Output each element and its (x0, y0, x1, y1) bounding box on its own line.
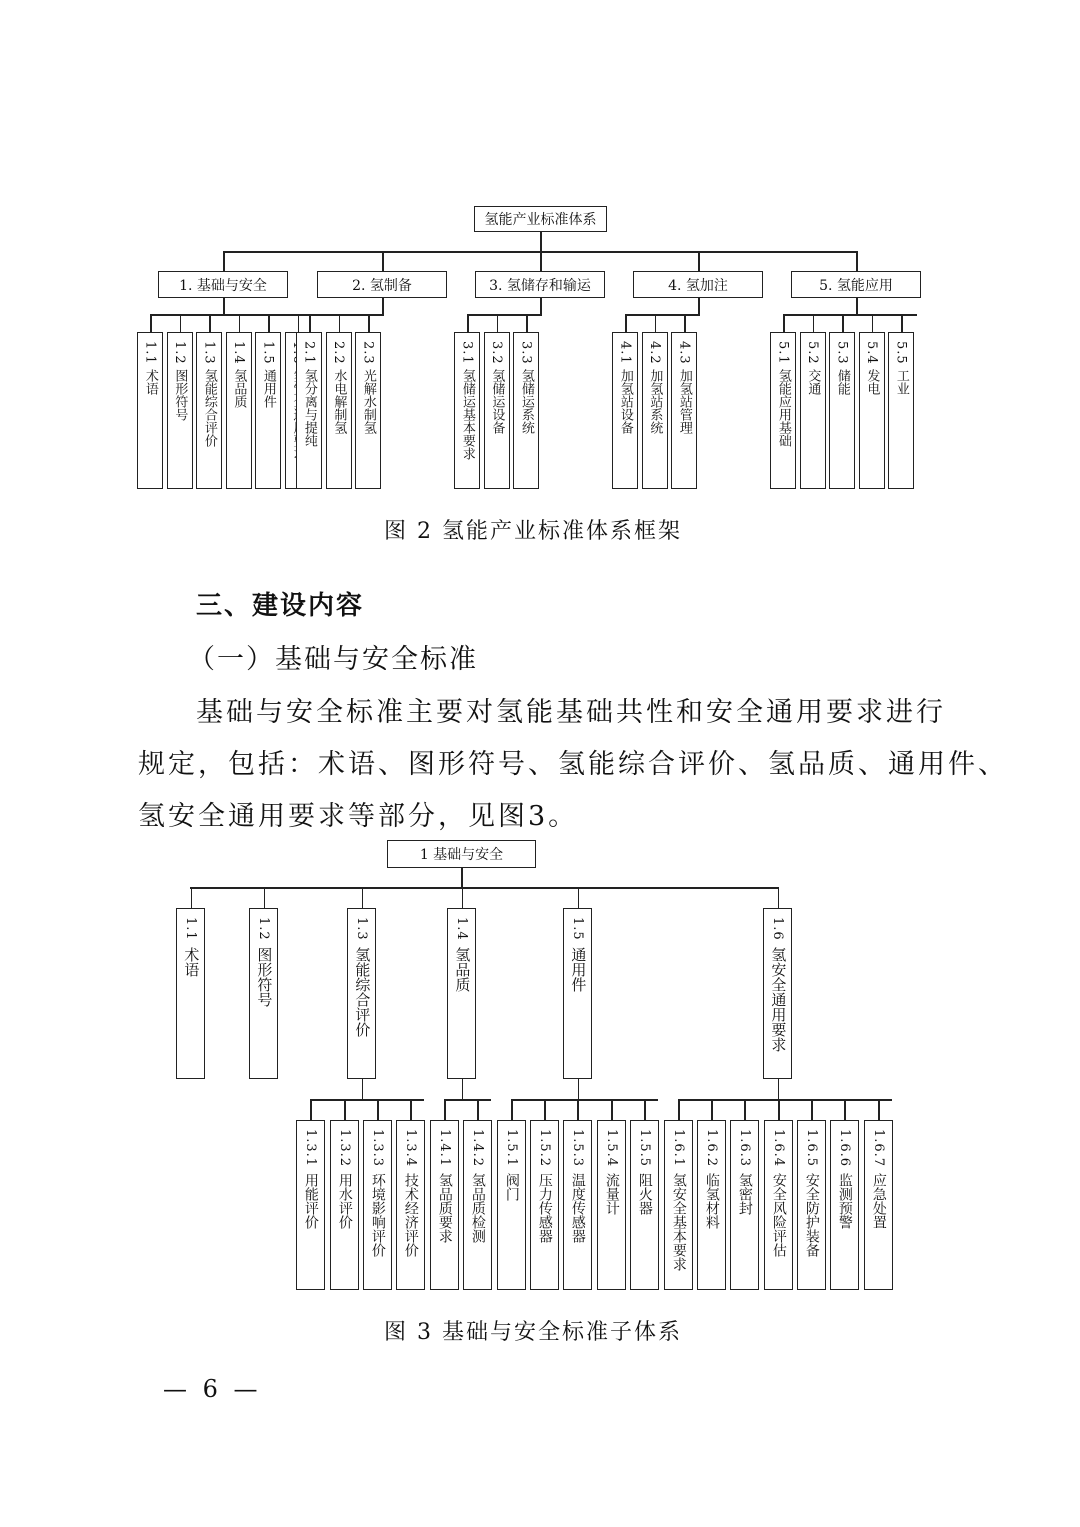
fig3-level2-1-4-2 (463, 1120, 492, 1290)
fig3-level2-drop (678, 1099, 680, 1120)
fig3-level1-1-4 (447, 908, 476, 1079)
fig3-level2-stem (362, 1079, 364, 1099)
fig2-item-1-1-label: 术语 (142, 369, 158, 395)
fig2-item-2-1 (296, 332, 322, 489)
fig3-level1-1-5-number: 1.5 (570, 917, 585, 941)
fig3-level2-1-5-4 (597, 1120, 626, 1290)
item-drop-line (309, 314, 311, 332)
fig2-item-3-2-label: 氢储运设备 (489, 369, 505, 434)
group-box-2: 2. 氢制备 (317, 271, 447, 298)
fig3-level2-drop (878, 1099, 880, 1120)
fig2-item-2-1-label: 氢分离与提纯 (301, 369, 317, 447)
fig2-item-2-3-number: 2.3 (360, 341, 376, 365)
item-drop-line (783, 314, 785, 332)
fig3-level2-1-6-5 (797, 1120, 826, 1290)
fig3-level2-drop (444, 1099, 446, 1120)
item-bus-line (625, 314, 700, 316)
fig2-item-5-1-label: 氢能应用基础 (775, 369, 791, 447)
fig3-level2-1-3-2-label: 用水评价 (336, 1173, 353, 1229)
fig3-level2-1-3-1-number: 1.3.1 (303, 1129, 318, 1168)
fig3-level1-1-2 (249, 908, 278, 1079)
fig3-level2-1-4-1-label: 氢品质要求 (436, 1173, 453, 1243)
fig2-item-5-2-number: 5.2 (805, 341, 820, 365)
fig2-item-4-3-number: 4.3 (676, 341, 692, 365)
fig2-item-4-2 (642, 332, 668, 489)
fig3-level2-drop (811, 1099, 813, 1120)
item-bus-line (467, 314, 542, 316)
fig3-level2-1-6-6-label: 监测预警 (836, 1173, 853, 1229)
group-stem-line (382, 298, 384, 314)
fig2-item-5-4-label: 发电 (864, 369, 880, 395)
fig3-level2-1-3-4-label: 技术经济评价 (402, 1173, 419, 1257)
fig2-item-4-1-number: 4.1 (617, 341, 633, 365)
fig3-level1-drop (578, 887, 580, 908)
item-drop-line (655, 314, 657, 332)
fig2-item-1-5-number: 1.5 (260, 341, 276, 365)
item-drop-line (239, 314, 241, 332)
fig2-item-1-5 (255, 332, 281, 489)
fig3-level2-1-5-4-label: 流量计 (603, 1173, 620, 1215)
fig3-level2-1-5-3 (563, 1120, 592, 1290)
fig3-level2-1-4-2-label: 氢品质检测 (469, 1173, 486, 1243)
fig3-level1-1-5-label: 通用件 (569, 947, 588, 992)
root-box: 氢能产业标准体系 (474, 206, 607, 232)
fig2-item-1-5-label: 通用件 (260, 369, 276, 408)
item-drop-line (467, 314, 469, 332)
fig2-item-5-5 (888, 332, 914, 489)
group-drop-line (698, 251, 700, 271)
fig2-item-1-2 (167, 332, 193, 489)
group-drop-line (223, 251, 225, 271)
fig3-level2-drop (577, 1099, 579, 1120)
fig3-level2-drop (611, 1099, 613, 1120)
fig2-item-1-3-number: 1.3 (201, 341, 217, 365)
fig2-item-5-3-label: 储能 (834, 369, 850, 395)
fig3-level2-1-6-4 (764, 1120, 793, 1290)
figure-2-caption: 图 2 氢能产业标准体系框架 (384, 519, 682, 544)
fig2-item-3-3-number: 3.3 (518, 341, 534, 365)
fig2-item-1-1 (137, 332, 163, 489)
fig3-level2-1-6-4-number: 1.6.4 (771, 1129, 786, 1168)
fig3-level2-stem (578, 1079, 580, 1099)
fig2-item-2-2 (326, 332, 352, 489)
group-drop-line (856, 251, 858, 271)
fig2-item-2-2-number: 2.2 (331, 341, 346, 365)
fig3-level2-drop (410, 1099, 412, 1120)
fig3-level2-1-5-5-label: 阻火器 (636, 1173, 653, 1215)
fig2-item-5-1 (770, 332, 796, 489)
fig2-item-3-1-label: 氢储运基本要求 (459, 369, 475, 460)
fig3-level2-1-5-2 (530, 1120, 559, 1290)
item-drop-line (298, 314, 300, 332)
fig3-level2-1-6-2 (697, 1120, 726, 1290)
fig3-level2-1-5-2-label: 压力传感器 (536, 1173, 553, 1243)
fig3-level2-1-6-7-number: 1.6.7 (871, 1129, 886, 1168)
fig3-level2-1-6-5-label: 安全防护装备 (803, 1173, 820, 1257)
item-drop-line (497, 314, 499, 332)
fig3-level2-1-6-6 (830, 1120, 859, 1290)
fig3-level2-1-5-4-number: 1.5.4 (604, 1129, 619, 1168)
fig3-level2-1-5-5 (630, 1120, 659, 1290)
fig2-item-2-3-label: 光解水制氢 (360, 369, 376, 434)
fig3-level2-1-5-3-label: 温度传感器 (569, 1173, 586, 1243)
fig2-item-5-1-number: 5.1 (775, 341, 791, 365)
fig3-level2-drop (644, 1099, 646, 1120)
fig3-level1-1-5 (563, 908, 592, 1079)
fig3-level2-1-4-2-number: 1.4.2 (470, 1129, 485, 1168)
fig2-item-1-4-number: 1.4 (231, 341, 246, 365)
fig2-item-4-3-label: 加氢站管理 (676, 369, 692, 434)
fig3-level2-1-3-2-number: 1.3.2 (337, 1129, 352, 1168)
fig3-level2-1-5-3-number: 1.5.3 (570, 1129, 585, 1168)
fig2-item-5-2-label: 交通 (805, 369, 821, 395)
fig3-level1-1-6-number: 1.6 (770, 917, 785, 941)
fig3-level2-1-6-2-label: 临氢材料 (703, 1173, 720, 1229)
page-number: — 6 — (163, 1375, 262, 1403)
paragraph-line-3: 氢安全通用要求等部分，见图3。 (138, 801, 579, 832)
item-bus-line (783, 314, 917, 316)
fig3-level2-bus (511, 1099, 658, 1101)
item-drop-line (901, 314, 903, 332)
fig3-level2-1-3-3 (363, 1120, 392, 1290)
item-drop-line (368, 314, 370, 332)
fig3-level1-1-3-label: 氢能综合评价 (353, 947, 372, 1037)
item-bus-line (309, 314, 384, 316)
item-bus-line (150, 314, 314, 316)
group-drop-line (382, 251, 384, 271)
fig2-item-4-2-number: 4.2 (647, 341, 662, 365)
fig2-item-1-2-number: 1.2 (172, 341, 187, 365)
fig3-level2-drop (310, 1099, 312, 1120)
fig2-item-1-4-label: 氢品质 (231, 369, 247, 408)
fig3-level2-drop (477, 1099, 479, 1120)
fig2-item-5-4-number: 5.4 (864, 341, 879, 365)
fig3-level1-1-4-number: 1.4 (454, 917, 469, 941)
fig2-item-5-5-label: 工业 (893, 369, 909, 395)
fig3-level1-drop (191, 887, 193, 908)
fig3-level1-bus (190, 887, 778, 889)
group-box-1: 1. 基础与安全 (158, 271, 288, 298)
fig3-level2-1-3-3-number: 1.3.3 (370, 1129, 385, 1168)
fig2-item-1-3-label: 氢能综合评价 (201, 369, 217, 447)
fig2-item-3-2 (484, 332, 510, 489)
fig3-level2-1-6-3 (730, 1120, 759, 1290)
fig2-item-4-3 (671, 332, 697, 489)
fig2-item-2-3 (355, 332, 381, 489)
group-box-4: 4. 氢加注 (633, 271, 763, 298)
fig2-item-4-2-label: 加氢站系统 (647, 369, 663, 434)
fig3-level2-bus (310, 1099, 424, 1101)
fig3-root-connector (461, 868, 463, 888)
fig2-item-1-3 (196, 332, 222, 489)
group-stem-line (856, 298, 858, 314)
fig3-level2-drop (377, 1099, 379, 1120)
item-drop-line (625, 314, 627, 332)
figure-3-caption: 图 3 基础与安全标准子体系 (384, 1320, 682, 1345)
fig3-level2-drop (711, 1099, 713, 1120)
fig3-level1-1-3 (347, 908, 376, 1079)
item-drop-line (813, 314, 815, 332)
fig3-level2-drop (344, 1099, 346, 1120)
section-heading: 三、建设内容 (196, 591, 365, 621)
fig3-level2-1-6-6-number: 1.6.6 (837, 1129, 852, 1168)
paragraph-line-1: 基础与安全标准主要对氢能基础共性和安全通用要求进行 (196, 697, 946, 728)
fig3-level2-1-3-4 (396, 1120, 425, 1290)
fig3-level2-1-6-7-label: 应急处置 (870, 1173, 887, 1229)
root-connector (540, 232, 542, 252)
fig3-level2-1-3-1 (296, 1120, 325, 1290)
fig3-level2-1-3-2 (330, 1120, 359, 1290)
fig2-item-1-1-number: 1.1 (142, 341, 158, 365)
fig2-item-5-5-number: 5.5 (893, 341, 909, 365)
fig3-level1-1-6 (763, 908, 792, 1079)
fig3-level2-1-5-2-number: 1.5.2 (537, 1129, 552, 1168)
paragraph-line-2: 规定，包括：术语、图形符号、氢能综合评价、氢品质、通用件、 (138, 749, 1008, 780)
fig3-level1-drop (264, 887, 266, 908)
fig2-item-5-3 (829, 332, 855, 489)
item-drop-line (180, 314, 182, 332)
fig3-level2-stem (778, 1079, 780, 1099)
fig3-level2-drop (511, 1099, 513, 1120)
fig3-level2-1-6-2-number: 1.6.2 (704, 1129, 719, 1168)
item-drop-line (268, 314, 270, 332)
fig2-item-4-1 (612, 332, 638, 489)
fig3-level2-drop (544, 1099, 546, 1120)
fig3-level2-1-3-1-label: 用能评价 (302, 1173, 319, 1229)
fig3-level2-1-6-1-label: 氢安全基本要求 (670, 1173, 687, 1271)
fig3-level2-drop (744, 1099, 746, 1120)
fig3-level2-1-6-5-number: 1.6.5 (804, 1129, 819, 1168)
fig3-level2-1-6-3-label: 氢密封 (736, 1173, 753, 1215)
fig2-item-3-3 (513, 332, 539, 489)
group-stem-line (540, 298, 542, 314)
fig2-item-4-1-label: 加氢站设备 (617, 369, 633, 434)
item-drop-line (209, 314, 211, 332)
fig3-level1-1-1-number: 1.1 (183, 917, 198, 941)
fig2-item-3-1-number: 3.1 (459, 341, 475, 365)
fig3-level2-1-6-1 (664, 1120, 693, 1290)
item-drop-line (150, 314, 152, 332)
fig3-level1-1-1 (176, 908, 205, 1079)
fig3-level2-1-4-1-number: 1.4.1 (437, 1129, 452, 1168)
fig3-level2-1-5-1-number: 1.5.1 (504, 1129, 519, 1168)
fig3-root-box: 1 基础与安全 (387, 840, 536, 868)
fig3-level2-1-6-1-number: 1.6.1 (671, 1129, 686, 1168)
item-drop-line (842, 314, 844, 332)
subheading: （一）基础与安全标准 (188, 644, 478, 675)
fig3-level2-drop (778, 1099, 780, 1120)
fig3-level1-drop (778, 887, 780, 908)
fig2-item-3-2-number: 3.2 (489, 341, 504, 365)
fig3-level2-bus (444, 1099, 491, 1101)
fig3-level2-1-4-1 (430, 1120, 459, 1290)
fig3-level1-drop (362, 887, 364, 908)
fig2-item-1-4 (226, 332, 252, 489)
fig3-level2-1-3-3-label: 环境影响评价 (369, 1173, 386, 1257)
group-stem-line (698, 298, 700, 314)
fig3-level1-1-2-number: 1.2 (256, 917, 271, 941)
fig2-item-3-3-label: 氢储运系统 (518, 369, 534, 434)
fig2-item-3-1 (454, 332, 480, 489)
fig3-level2-1-6-4-label: 安全风险评估 (770, 1173, 787, 1257)
fig3-level2-drop (844, 1099, 846, 1120)
fig2-item-2-1-number: 2.1 (301, 341, 317, 365)
fig3-level1-1-4-label: 氢品质 (453, 947, 472, 992)
fig3-level2-1-5-1 (497, 1120, 526, 1290)
group-drop-line (540, 251, 542, 271)
fig3-level2-1-6-3-number: 1.6.3 (737, 1129, 752, 1168)
fig2-item-2-2-label: 水电解制氢 (331, 369, 347, 434)
item-drop-line (339, 314, 341, 332)
fig3-level2-1-5-5-number: 1.5.5 (637, 1129, 652, 1168)
fig2-item-5-2 (800, 332, 826, 489)
fig2-item-1-2-label: 图形符号 (172, 369, 188, 421)
fig2-item-5-3-number: 5.3 (834, 341, 850, 365)
fig3-level1-1-2-label: 图形符号 (255, 947, 274, 1007)
fig3-level2-stem (462, 1079, 464, 1099)
fig3-level2-1-5-1-label: 阀门 (503, 1173, 520, 1201)
item-drop-line (872, 314, 874, 332)
group-box-5: 5. 氢能应用 (791, 271, 921, 298)
fig3-level1-1-6-label: 氢安全通用要求 (769, 947, 788, 1052)
fig3-level2-1-6-7 (864, 1120, 893, 1290)
fig3-level1-drop (462, 887, 464, 908)
group-stem-line (223, 298, 225, 314)
fig2-item-5-4 (859, 332, 885, 489)
item-drop-line (684, 314, 686, 332)
fig3-level1-1-1-label: 术语 (182, 947, 201, 977)
fig3-level2-1-3-4-number: 1.3.4 (403, 1129, 418, 1168)
item-drop-line (526, 314, 528, 332)
fig3-level1-1-3-number: 1.3 (354, 917, 369, 941)
group-box-3: 3. 氢储存和输运 (475, 271, 605, 298)
